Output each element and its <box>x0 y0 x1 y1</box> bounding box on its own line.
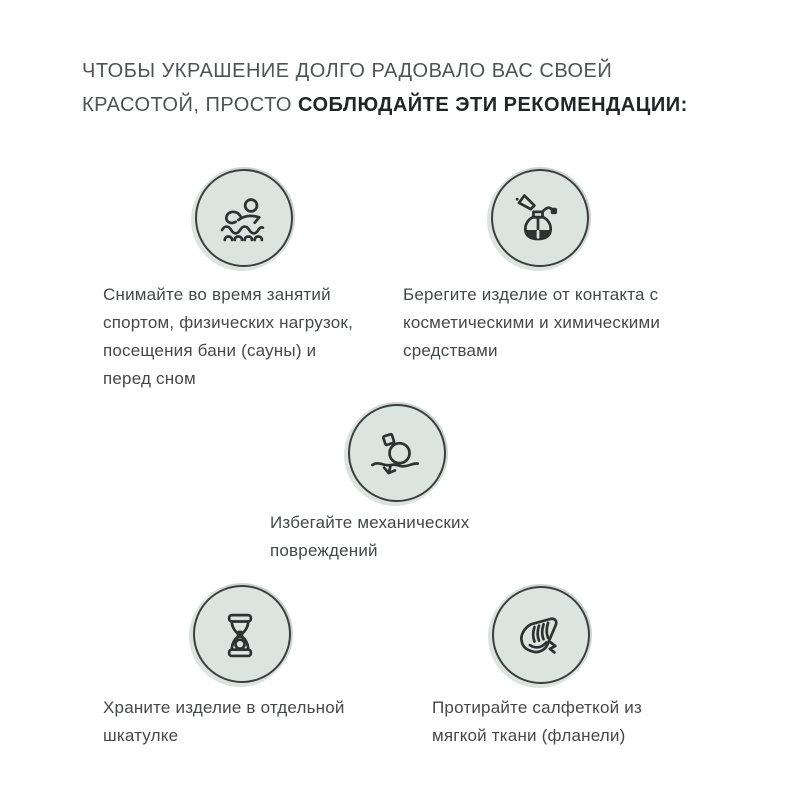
page-title-line2-bold: СОБЛЮДАЙТЕ ЭТИ РЕКОМЕНДАЦИИ: <box>298 94 688 116</box>
damaged-ring-icon <box>366 426 424 484</box>
ring-box-icon <box>211 607 269 665</box>
wiping-cloth-hand-icon <box>510 608 568 666</box>
page-title-line2-regular: КРАСОТОЙ, ПРОСТО <box>82 94 299 116</box>
page-title <box>82 54 742 122</box>
swimmer-icon <box>213 191 271 249</box>
page-title-line1: ЧТОБЫ УКРАШЕНИЕ ДОЛГО РАДОВАЛО ВАС СВОЕЙ <box>82 60 613 82</box>
icon-circle-cosmetics <box>487 169 589 271</box>
caption-wipe: Протирайте салфеткой из мягкой ткани (фланели) <box>432 698 642 745</box>
icon-circle-sport <box>191 169 293 271</box>
icon-circle-damage <box>344 404 446 506</box>
caption-cosmetics: Берегите изделие от контакта с косметическими и химическими средствами <box>403 285 661 360</box>
page-title-line2 <box>82 88 742 122</box>
icon-circle-storage <box>189 585 291 687</box>
perfume-atomizer-icon <box>509 191 567 249</box>
caption-storage: Храните изделие в отдельной шкатулке <box>103 698 345 745</box>
caption-sport: Снимайте во время занятий спортом, физических нагрузок, посещения бани (сауны) и перед сном <box>103 285 353 388</box>
icon-circle-wipe <box>488 586 590 688</box>
caption-damage: Избегайте механических повреждений <box>270 513 470 560</box>
